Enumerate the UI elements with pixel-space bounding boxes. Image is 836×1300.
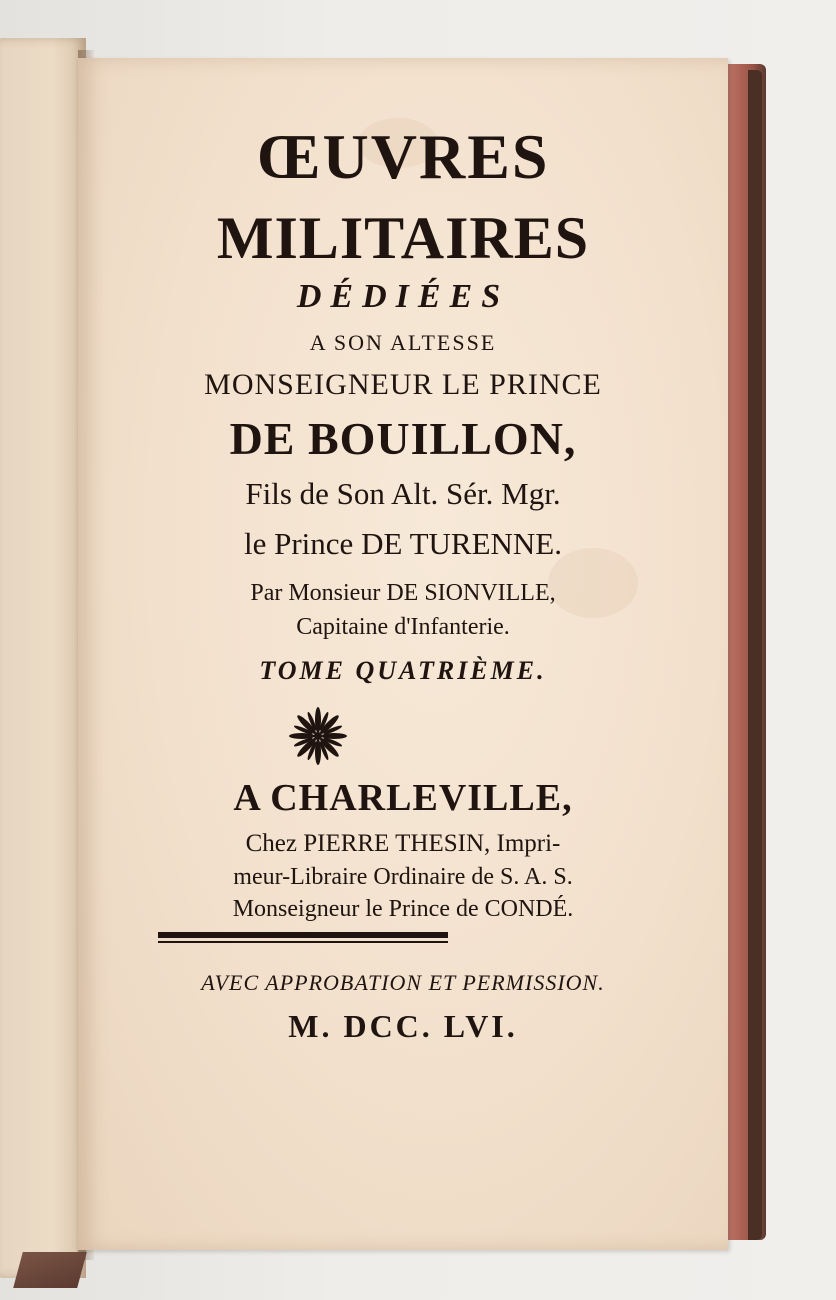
title-page (78, 58, 728, 1250)
left-facing-page (0, 38, 86, 1278)
title-line-1: ŒUVRES (256, 121, 550, 192)
turenne-line: le Prince DE TURENNE. (244, 526, 562, 561)
house-line: DE BOUILLON, (229, 413, 577, 464)
bookmark-ribbon (13, 1252, 87, 1288)
author-line: Par Monsieur DE SIONVILLE, (250, 580, 556, 606)
printer-line-2: meur-Libraire Ordinaire de S. A. S. (233, 864, 573, 890)
back-cover (748, 70, 762, 1240)
double-rule-divider (158, 932, 448, 944)
fils-line: Fils de Son Alt. Sér. Mgr. (245, 476, 561, 511)
dediees-line: DÉDIÉES (296, 278, 510, 315)
title-line-2: MILITAIRES (216, 205, 590, 271)
rosette-ornament-icon (286, 704, 350, 768)
monseigneur-line: MONSEIGNEUR LE PRINCE (204, 368, 602, 401)
imprint-city: A CHARLEVILLE, (233, 777, 573, 819)
rule-thick (158, 932, 448, 938)
rule-thin (158, 941, 448, 943)
volume-line: TOME QUATRIÈME. (259, 656, 547, 685)
printer-line-1: Chez PIERRE THESIN, Impri- (245, 830, 561, 857)
approbation-line: AVEC APPROBATION ET PERMISSION. (201, 970, 605, 995)
year-line: M. DCC. LVI. (288, 1008, 518, 1044)
dedication-line: A SON ALTESSE (309, 330, 497, 355)
author-rank-line: Capitaine d'Infanterie. (296, 614, 510, 640)
printer-line-3: Monseigneur le Prince de CONDÉ. (232, 896, 574, 922)
